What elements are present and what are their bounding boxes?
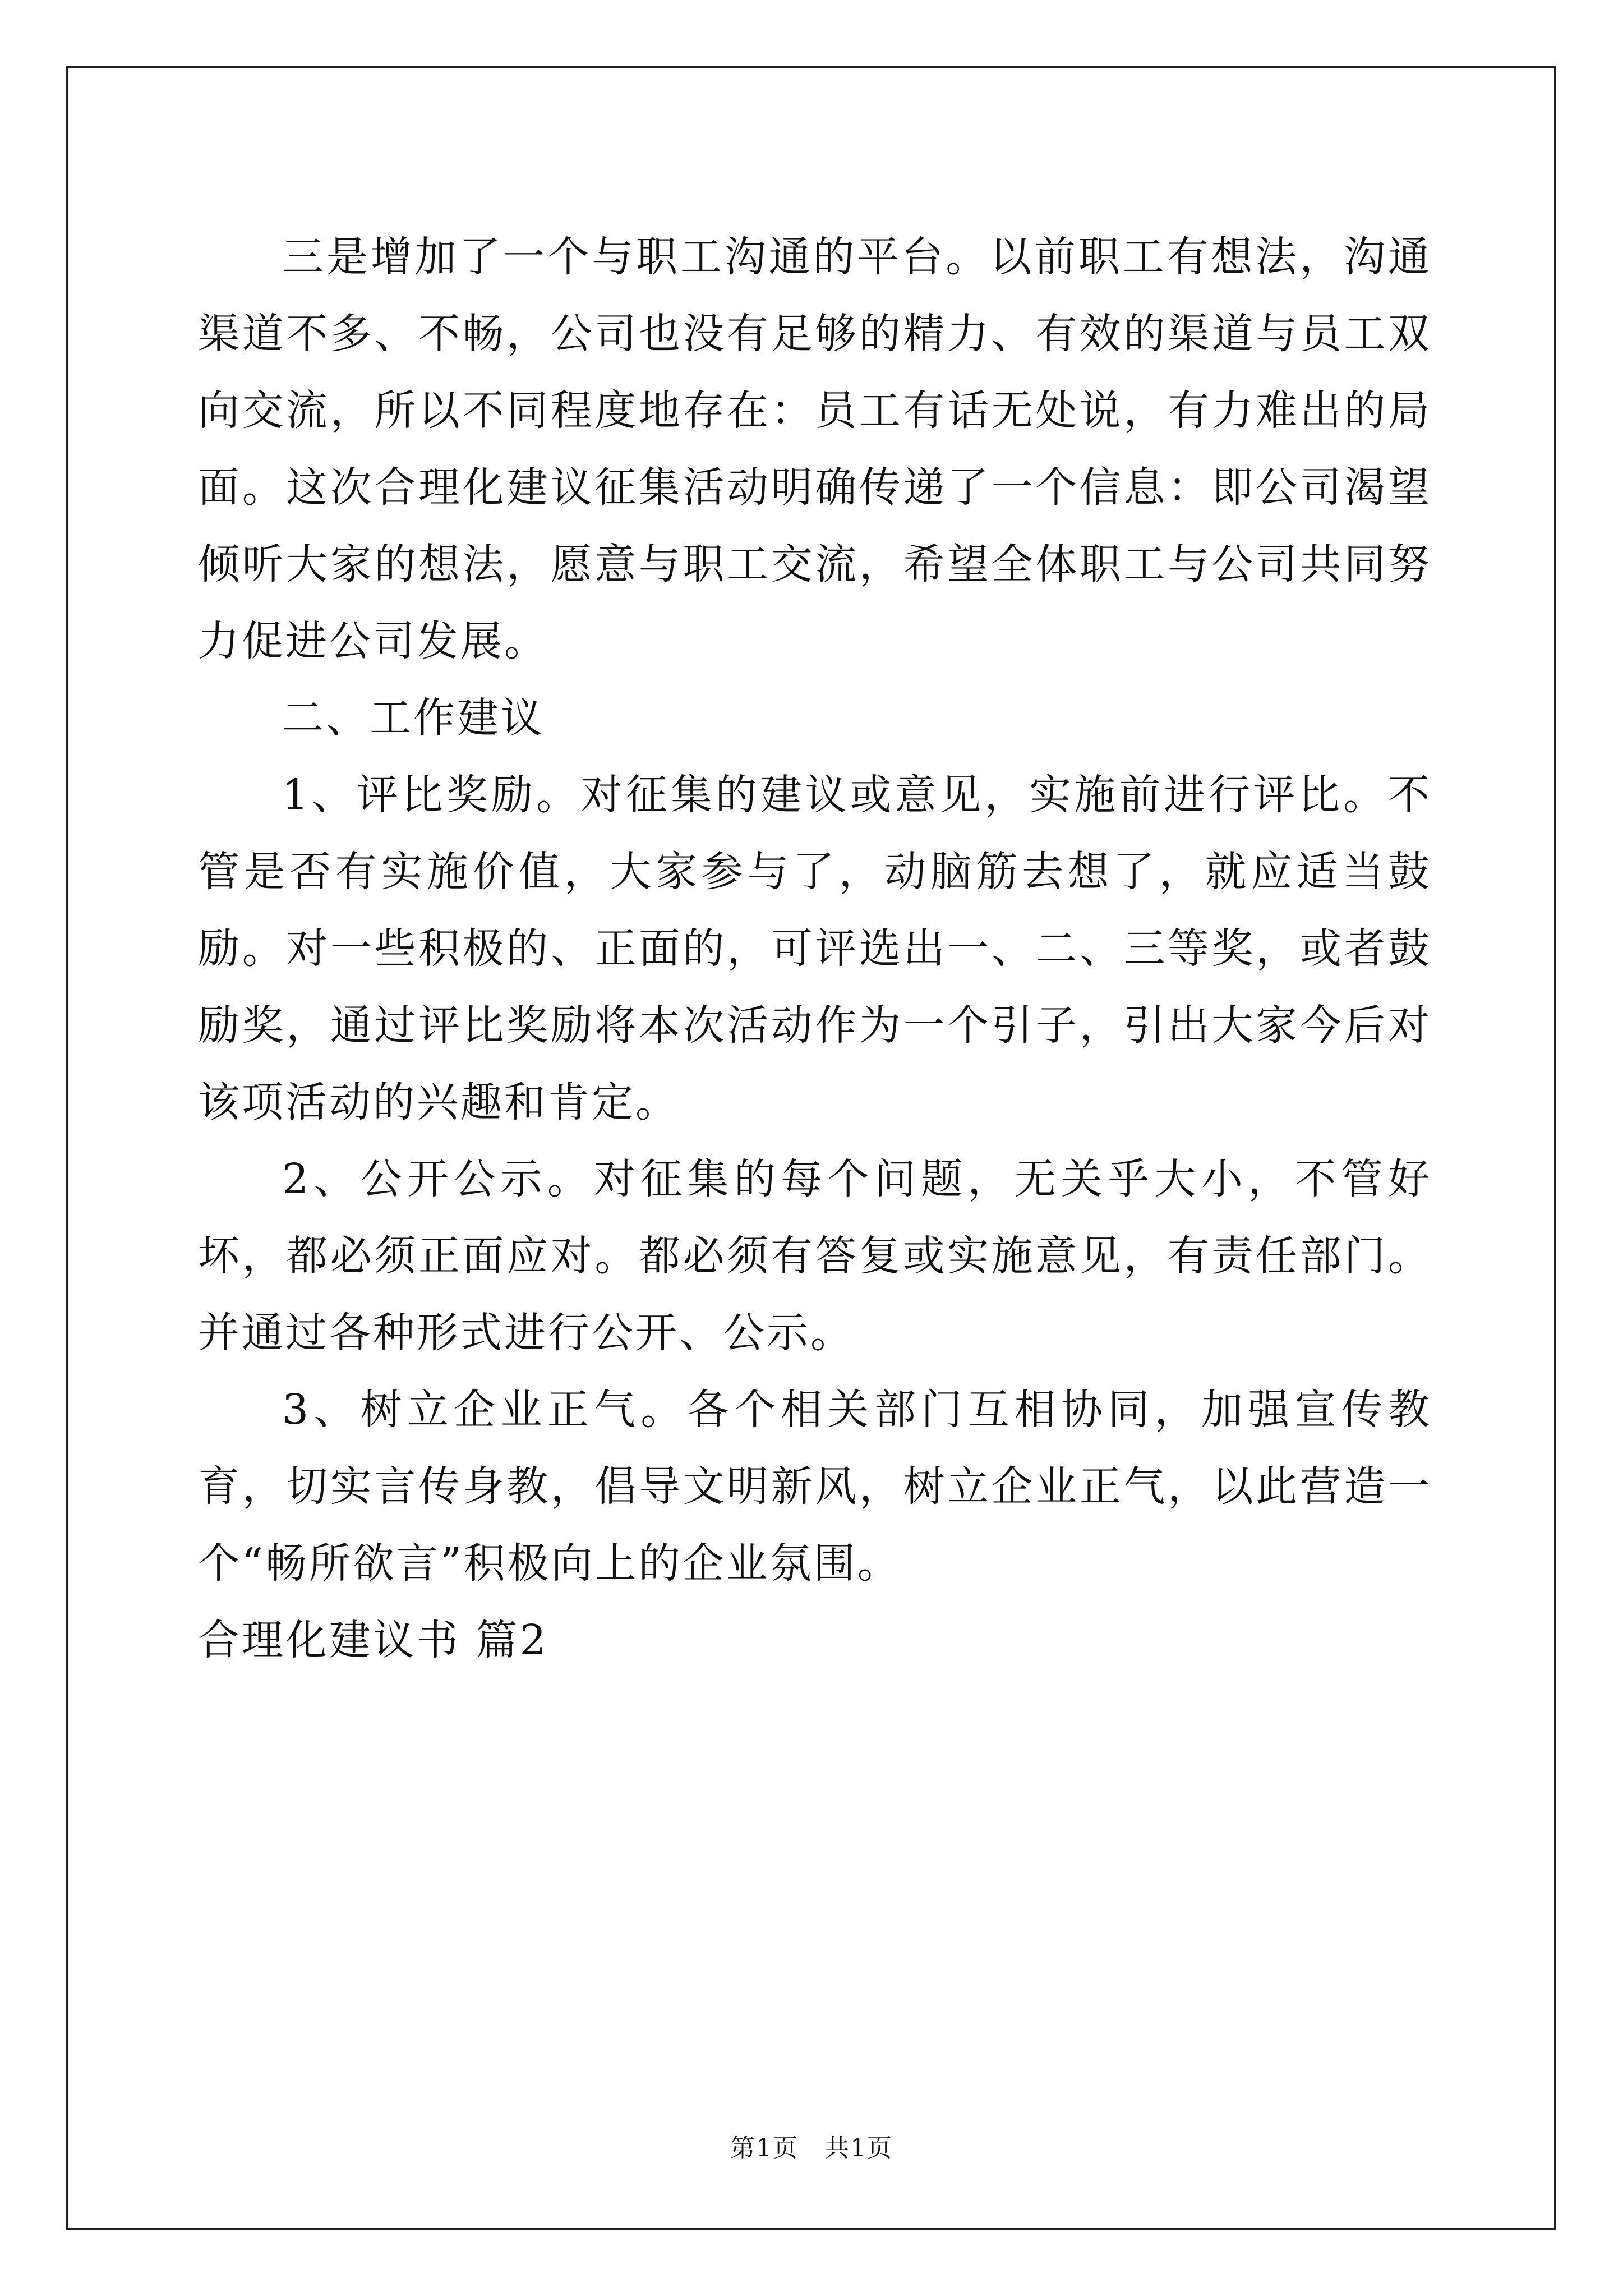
heading-work-suggestions: 二、工作建议 [282,694,545,742]
paragraph-publicity: 2、公开公示。对征集的每个问题，无关乎大小，不管好坏，都必须正面应对。都必须有答复或实施意见，有责任部门。并通过各种形式进行公开、公示。 [198,1155,1432,1357]
paragraph-platform: 三是增加了一个与职工沟通的平台。以前职工有想法，沟通渠道不多、不畅，公司也没有足够的精力、有效的渠道与员工双向交流，所以不同程度地存在：员工有话无处说，有力难出的局面。这次合理化建议征集活动明确传递了一个信息：即公司渴望倾听大家的想法，愿意与职工交流，希望全体职工与公司共同努力促进公司发展。 [198,233,1432,665]
section-title: 合理化建议书 篇2 [198,1616,548,1664]
paragraph-corporate-spirit: 3、树立企业正气。各个相关部门互相协同，加强宣传教育，切实言传身教，倡导文明新风，树立企业正气，以此营造一个“畅所欲言”积极向上的企业氛围。 [198,1386,1432,1588]
paragraph-rewards: 1、评比奖励。对征集的建议或意见，实施前进行评比。不管是否有实施价值，大家参与了，动脑筋去想了，就应适当鼓励。对一些积极的、正面的，可评选出一、二、三等奖，或者鼓励奖，通过评比奖励将本次活动作为一个引子，引出大家今后对该项活动的兴趣和肯定。 [198,771,1432,1126]
document-body [198,219,1432,1679]
page-footer: 第1页 共1页 [730,2134,893,2162]
